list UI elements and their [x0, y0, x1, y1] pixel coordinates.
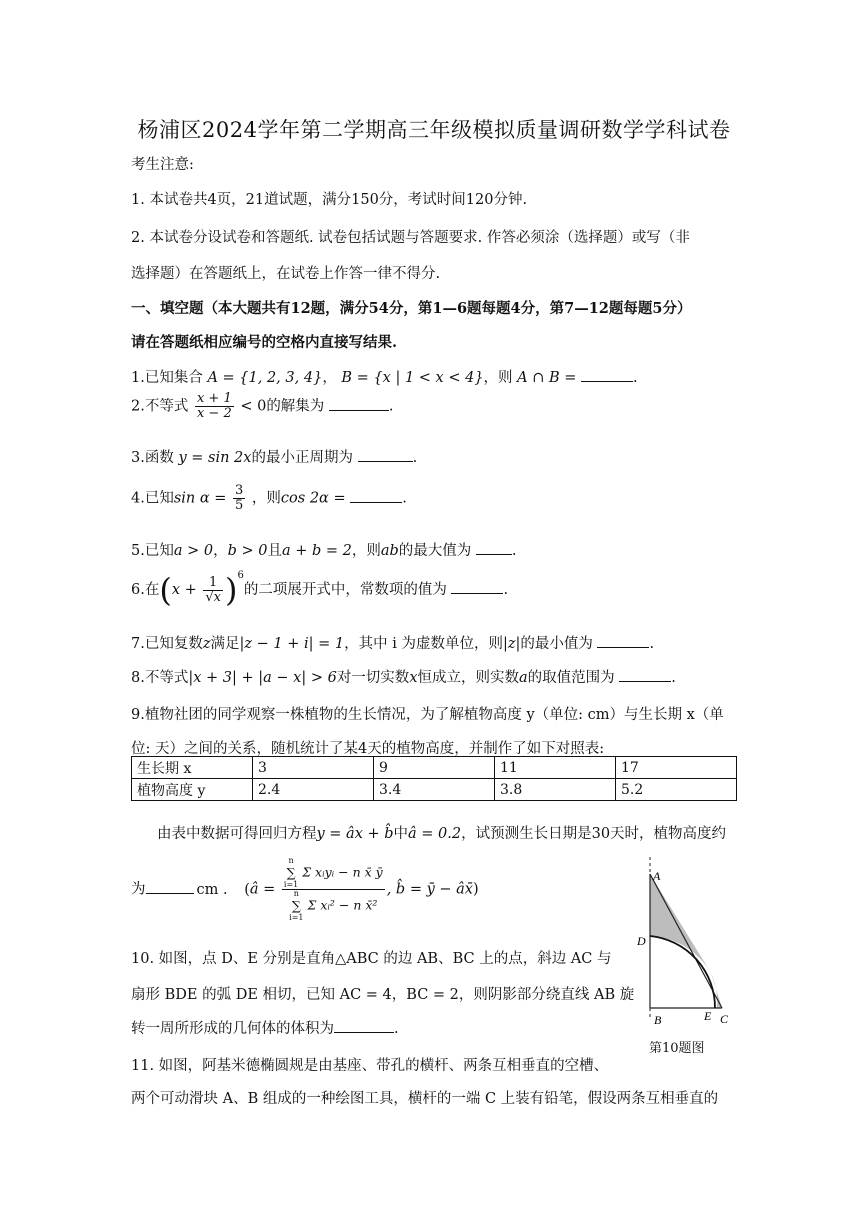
q1-mid: ，则	[483, 370, 513, 386]
q9-formula-open: (	[244, 881, 250, 898]
q10-figure	[635, 852, 735, 1042]
q9-line-3	[157, 822, 726, 843]
q1-sep: ，	[322, 370, 337, 386]
q2-suffix: 的解集为	[266, 398, 325, 415]
q9-ahat-lhs: â =	[249, 881, 276, 898]
q8-prefix: 8.不等式	[131, 670, 189, 686]
table-row	[132, 779, 737, 801]
section-instruction: 请在答题纸相应编号的空格内直接写结果.	[131, 334, 398, 351]
q3-suffix: 的最小正周期为	[251, 450, 353, 466]
q4-lhs: sin α =	[173, 490, 227, 507]
table-cell: 3.8	[495, 779, 616, 801]
q9-equation: y = âx + b̂	[316, 826, 394, 842]
q2-prefix: 2.不等式	[131, 398, 189, 415]
answer-blank-4[interactable]	[350, 489, 402, 503]
q4-numerator: 3	[235, 483, 244, 498]
q9-line-3b: 中	[393, 826, 409, 842]
q4-fraction	[233, 484, 245, 513]
q5-mid: 且	[267, 543, 282, 559]
shaded-region-upper	[650, 874, 711, 973]
table-header-cell: 生长期 x	[132, 757, 253, 779]
notice-item-1: 1. 本试卷共4页，21道试题，满分150分，考试时间120分钟.	[131, 192, 528, 208]
q9-formula-fraction	[282, 857, 385, 922]
answer-blank-8[interactable]	[619, 668, 671, 682]
answer-blank-1[interactable]	[581, 368, 633, 382]
q1-set-b: B = {x | 1 < x < 4}	[341, 370, 484, 386]
q6-denominator: √x	[205, 589, 221, 605]
arc-de	[650, 936, 715, 1008]
table-cell: 11	[495, 757, 616, 779]
question-8	[131, 666, 676, 687]
q11-line-2: 两个可动滑块 A、B 组成的一种绘图工具，横杆的一端 C 上装有铅笔，假设两条互相垂直的	[131, 1091, 719, 1107]
answer-blank-9[interactable]	[146, 880, 194, 894]
label-b: B	[654, 1013, 662, 1027]
q4-denominator: 5	[235, 498, 244, 513]
q6-exponent: 6	[237, 570, 244, 582]
label-c: C	[720, 1012, 729, 1026]
q1-expr: A ∩ B =	[517, 370, 577, 386]
q7-suffix: 的最小值为	[520, 636, 593, 652]
q9-unit: cm .	[196, 881, 228, 898]
sum-symbol: n ∑ i=1	[283, 856, 299, 889]
q2-fraction	[195, 392, 234, 421]
q9-ahat: â = 0.2	[408, 826, 462, 842]
growth-table	[131, 756, 737, 801]
q5-mid2: ，则	[351, 543, 381, 559]
q8-mid2: 恒成立，则实数	[417, 670, 519, 686]
table-cell: 9	[374, 757, 495, 779]
q8-x: x	[409, 670, 418, 686]
q4-mid: ，则	[251, 490, 281, 507]
q7-prefix: 7.已知复数	[131, 636, 203, 652]
question-2	[131, 392, 394, 421]
q6-paren-open: (	[159, 571, 172, 609]
q6-x: x +	[171, 582, 197, 598]
notice-item-2a: 2. 本试卷分设试卷和答题纸. 试卷包括试题与答题要求. 作答必须涂（选择题）或写（非	[131, 230, 690, 246]
q2-ineq: < 0	[240, 398, 267, 415]
question-6	[131, 570, 509, 609]
answer-blank-6[interactable]	[451, 580, 503, 594]
q10-line-2: 扇形 BDE 的弧 DE 相切，已知 AC = 4，BC = 2，则阴影部分绕直线 AB 旋	[131, 987, 635, 1003]
q5-suffix: 的最大值为	[398, 543, 472, 559]
question-4	[131, 484, 407, 513]
q3-prefix: 3.函数	[131, 450, 174, 466]
answer-blank-2[interactable]	[329, 397, 389, 411]
notice-item-2b: 选择题）在答题纸上，在试卷上作答一律不得分.	[131, 266, 441, 282]
q7-mid: 满足	[210, 636, 240, 652]
q9-line-4	[131, 857, 479, 922]
q6-fraction	[203, 576, 223, 605]
label-d: D	[637, 934, 646, 948]
q4-rhs: cos 2α =	[280, 490, 346, 507]
q9-formula-numerator: n ∑ i=1 Σ xᵢyᵢ − n x̄ ȳ	[283, 856, 383, 889]
q8-expr: |x + 3| + |a − x| > 6	[188, 670, 337, 686]
table-cell: 2.4	[253, 779, 374, 801]
q2-numerator: x + 1	[196, 391, 232, 406]
q5-cond-3: a + b = 2	[281, 543, 352, 559]
table-row	[132, 757, 737, 779]
q2-end: .	[388, 398, 394, 415]
q5-end: .	[511, 543, 517, 559]
q1-prefix: 1.已知集合	[131, 370, 203, 386]
q7-mid2: ，其中 i 为虚数单位，则	[344, 636, 503, 652]
q1-set-a: A = {1, 2, 3, 4}	[207, 370, 323, 386]
table-cell: 3	[253, 757, 374, 779]
q7-cond: |z − 1 + i| = 1	[239, 636, 345, 652]
q7-mod: |z|	[502, 636, 521, 652]
q9-formula-close: )	[472, 881, 479, 898]
answer-blank-5[interactable]	[476, 541, 512, 555]
q7-end: .	[649, 636, 655, 652]
hypotenuse-ac	[650, 874, 722, 1008]
answer-blank-3[interactable]	[358, 448, 413, 462]
label-a: A	[653, 869, 661, 883]
q9-formula-denominator: n ∑ i=1 Σ xᵢ² − n x̄²	[289, 889, 378, 922]
question-1	[131, 366, 638, 387]
question-7	[131, 632, 654, 653]
q5-sep: ，	[213, 543, 228, 559]
label-e: E	[704, 1009, 712, 1023]
q3-end: .	[412, 450, 418, 466]
page-title: 杨浦区2024学年第二学期高三年级模拟质量调研数学学科试卷	[137, 118, 731, 142]
q4-prefix: 4.已知	[131, 490, 174, 507]
q5-prefix: 5.已知	[131, 543, 174, 559]
sum-symbol: n ∑ i=1	[289, 889, 304, 922]
table-header-cell: 植物高度 y	[132, 779, 253, 801]
q6-suffix: 的二项展开式中，常数项的值为	[243, 582, 447, 598]
q10-line-3	[131, 1017, 399, 1038]
q5-ab: ab	[380, 543, 399, 559]
q4-end: .	[402, 490, 407, 507]
q11-line-1: 11. 如图，阿基米德椭圆规是由基座、带孔的横杆、两条互相垂直的空槽、	[131, 1058, 609, 1074]
figure-caption: 第10题图	[649, 1041, 705, 1056]
q3-expr: y = sin 2x	[178, 450, 252, 466]
q8-end: .	[671, 670, 676, 686]
q8-suffix: 的取值范围为	[527, 670, 615, 686]
q1-end: .	[633, 370, 638, 386]
q10-end: .	[394, 1021, 399, 1037]
q8-a: a	[519, 670, 528, 686]
q8-mid: 对一切实数	[336, 670, 410, 686]
question-3	[131, 446, 417, 467]
table-cell: 5.2	[616, 779, 737, 801]
q10-line-1: 10. 如图，点 D、E 分别是直角△ABC 的边 AB、BC 上的点，斜边 AC 与	[131, 951, 612, 967]
section-heading: 一、填空题（本大题共有12题，满分54分，第1—6题每题4分，第7—12题每题5分）	[131, 300, 692, 317]
q6-end: .	[503, 582, 509, 598]
q2-denominator: x − 2	[196, 406, 232, 421]
q6-paren-close: )	[225, 571, 238, 609]
table-cell: 17	[616, 757, 737, 779]
q9-line-2: 位: 天）之间的关系，随机统计了某4天的植物高度，并制作了如下对照表:	[131, 741, 605, 757]
q7-z: z	[202, 636, 211, 652]
q9-line-3c: ，试预测生长日期是30天时，植物高度约	[461, 826, 727, 842]
q6-prefix: 6.在	[131, 582, 160, 598]
q10-line-3-text: 转一周所形成的几何体的体积为	[131, 1021, 334, 1037]
notice-heading: 考生注意:	[131, 157, 194, 173]
q5-cond-1: a > 0	[173, 543, 214, 559]
answer-blank-7[interactable]	[597, 634, 649, 648]
q6-numerator: 1	[203, 576, 223, 591]
q9-line-4a: 为	[131, 881, 146, 898]
table-cell: 3.4	[374, 779, 495, 801]
answer-blank-10[interactable]	[334, 1019, 394, 1033]
q9-bhat: , b̂ = ȳ − âx̄	[386, 881, 473, 898]
question-5	[131, 539, 517, 560]
q9-line-1: 9.植物社团的同学观察一株植物的生长情况，为了解植物高度 y（单位: cm）与生长期 x（单	[131, 707, 724, 723]
q5-cond-2: b > 0	[227, 543, 268, 559]
q9-line-3a: 由表中数据可得回归方程	[157, 826, 317, 842]
